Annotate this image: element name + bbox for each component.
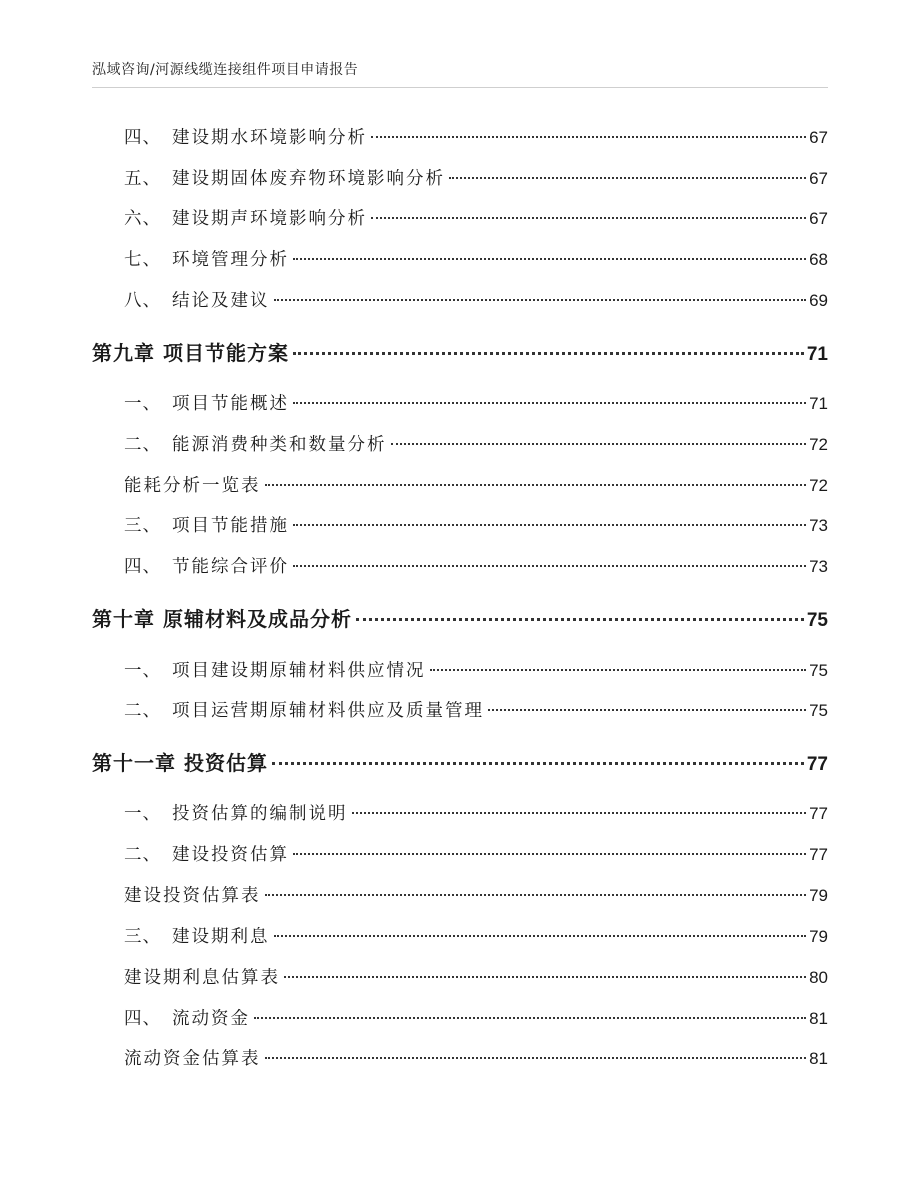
dot-leader bbox=[293, 258, 806, 260]
toc-entry-title: 结论及建议 bbox=[172, 291, 270, 311]
dot-leader bbox=[274, 299, 807, 301]
toc-chapter-11[interactable] bbox=[92, 747, 828, 776]
dot-leader bbox=[254, 1017, 806, 1019]
toc-entry-number: 二、 bbox=[124, 435, 161, 455]
dot-leader bbox=[265, 484, 807, 486]
toc-entry-page: 68 bbox=[809, 250, 828, 269]
toc-entry-page: 77 bbox=[809, 804, 828, 823]
dot-leader bbox=[371, 217, 806, 219]
dot-leader bbox=[293, 352, 804, 355]
toc-entry-page: 72 bbox=[809, 476, 828, 495]
toc-entry[interactable] bbox=[124, 512, 828, 537]
dot-leader bbox=[284, 976, 806, 978]
toc-entry-page: 79 bbox=[809, 886, 828, 905]
dot-leader bbox=[272, 762, 804, 765]
dot-leader bbox=[488, 709, 806, 711]
toc-entry[interactable] bbox=[124, 124, 828, 149]
toc-entry[interactable] bbox=[124, 657, 828, 682]
toc-entry[interactable] bbox=[124, 923, 828, 948]
dot-leader bbox=[274, 935, 807, 937]
toc-entry-page: 69 bbox=[809, 291, 828, 310]
toc-entry-table[interactable] bbox=[124, 1045, 828, 1070]
toc-entry-number: 二、 bbox=[124, 845, 161, 865]
toc-chapter-title: 第十章 原辅材料及成品分析 bbox=[92, 607, 352, 631]
dot-leader bbox=[293, 402, 806, 404]
toc-chapter-page: 75 bbox=[806, 610, 828, 631]
toc-entry-page: 67 bbox=[809, 209, 828, 228]
toc-entry-title: 建设期利息 bbox=[172, 927, 270, 947]
toc-entry[interactable] bbox=[124, 553, 828, 578]
toc-entry-number: 四、 bbox=[124, 1009, 161, 1029]
toc-entry-page: 72 bbox=[809, 435, 828, 454]
toc-entry-number: 八、 bbox=[124, 291, 161, 311]
toc-entry-page: 79 bbox=[809, 927, 828, 946]
page-header-title: 泓域咨询/河源线缆连接组件项目申请报告 bbox=[92, 62, 359, 78]
toc-entry-title: 建设期声环境影响分析 bbox=[172, 209, 367, 229]
toc-entry-number: 一、 bbox=[124, 661, 161, 681]
toc-entry-page: 73 bbox=[809, 557, 828, 576]
toc-chapter-9[interactable] bbox=[92, 337, 828, 366]
dot-leader bbox=[352, 812, 807, 814]
toc-entry-title: 建设期利息估算表 bbox=[124, 968, 280, 988]
toc-entry[interactable] bbox=[124, 841, 828, 866]
toc-entry-number: 一、 bbox=[124, 804, 161, 824]
toc-entry-page: 67 bbox=[809, 169, 828, 188]
toc-entry-page: 73 bbox=[809, 516, 828, 535]
toc-entry-title: 项目建设期原辅材料供应情况 bbox=[172, 661, 426, 681]
toc-entry-page: 81 bbox=[809, 1009, 828, 1028]
dot-leader bbox=[430, 669, 807, 671]
toc-entry[interactable] bbox=[124, 287, 828, 312]
toc-entry[interactable] bbox=[124, 800, 828, 825]
toc-entry-page: 75 bbox=[809, 701, 828, 720]
toc-entry-table[interactable] bbox=[124, 882, 828, 907]
dot-leader bbox=[293, 853, 806, 855]
toc-entry-title: 建设投资估算表 bbox=[124, 886, 261, 906]
toc-chapter-10[interactable] bbox=[92, 603, 828, 632]
toc-entry-number: 二、 bbox=[124, 701, 161, 721]
toc-chapter-title: 第十一章 投资估算 bbox=[92, 751, 268, 775]
toc-entry-number: 四、 bbox=[124, 557, 161, 577]
toc-entry-title: 建设投资估算 bbox=[172, 845, 289, 865]
toc-entry-title: 项目节能概述 bbox=[172, 394, 289, 414]
toc-entry-title: 建设期水环境影响分析 bbox=[172, 128, 367, 148]
toc-entry-title: 环境管理分析 bbox=[172, 250, 289, 270]
toc-entry[interactable] bbox=[124, 390, 828, 415]
toc-entry[interactable] bbox=[124, 246, 828, 271]
toc-entry-number: 七、 bbox=[124, 250, 161, 270]
toc-entry-title: 投资估算的编制说明 bbox=[172, 804, 348, 824]
dot-leader bbox=[356, 618, 804, 621]
toc-entry-page: 67 bbox=[809, 128, 828, 147]
dot-leader bbox=[265, 894, 807, 896]
toc-entry-page: 75 bbox=[809, 661, 828, 680]
toc-entry-number: 五、 bbox=[124, 169, 161, 189]
dot-leader bbox=[293, 565, 806, 567]
toc-entry-page: 71 bbox=[809, 394, 828, 413]
toc-entry-table[interactable] bbox=[124, 472, 828, 497]
toc-entry-number: 三、 bbox=[124, 516, 161, 536]
toc-entry-number: 六、 bbox=[124, 209, 161, 229]
toc-entry-title: 能源消费种类和数量分析 bbox=[172, 435, 387, 455]
toc-entry[interactable] bbox=[124, 205, 828, 230]
toc-entry[interactable] bbox=[124, 165, 828, 190]
toc-entry[interactable] bbox=[124, 431, 828, 456]
toc-chapter-page: 77 bbox=[806, 754, 828, 775]
dot-leader bbox=[293, 524, 806, 526]
toc-entry-title: 能耗分析一览表 bbox=[124, 476, 261, 496]
dot-leader bbox=[371, 136, 806, 138]
dot-leader bbox=[265, 1057, 807, 1059]
toc-entry-title: 建设期固体废弃物环境影响分析 bbox=[172, 169, 445, 189]
toc-entry[interactable] bbox=[124, 697, 828, 722]
toc-entry-number: 三、 bbox=[124, 927, 161, 947]
toc-entry-title: 项目节能措施 bbox=[172, 516, 289, 536]
toc-chapter-page: 71 bbox=[806, 344, 828, 365]
toc-entry[interactable] bbox=[124, 1005, 828, 1030]
dot-leader bbox=[449, 177, 806, 179]
toc-entry-number: 一、 bbox=[124, 394, 161, 414]
toc-entry-page: 77 bbox=[809, 845, 828, 864]
toc-entry-title: 流动资金估算表 bbox=[124, 1049, 261, 1069]
toc-entry-number: 四、 bbox=[124, 128, 161, 148]
toc-entry-page: 81 bbox=[809, 1049, 828, 1068]
toc-entry-title: 项目运营期原辅材料供应及质量管理 bbox=[172, 701, 484, 721]
toc-entry-title: 流动资金 bbox=[172, 1009, 250, 1029]
dot-leader bbox=[391, 443, 807, 445]
toc-entry-page: 80 bbox=[809, 968, 828, 987]
toc-entry-title: 节能综合评价 bbox=[172, 557, 289, 577]
toc-entry-table[interactable] bbox=[124, 964, 828, 989]
toc-chapter-title: 第九章 项目节能方案 bbox=[92, 341, 289, 365]
